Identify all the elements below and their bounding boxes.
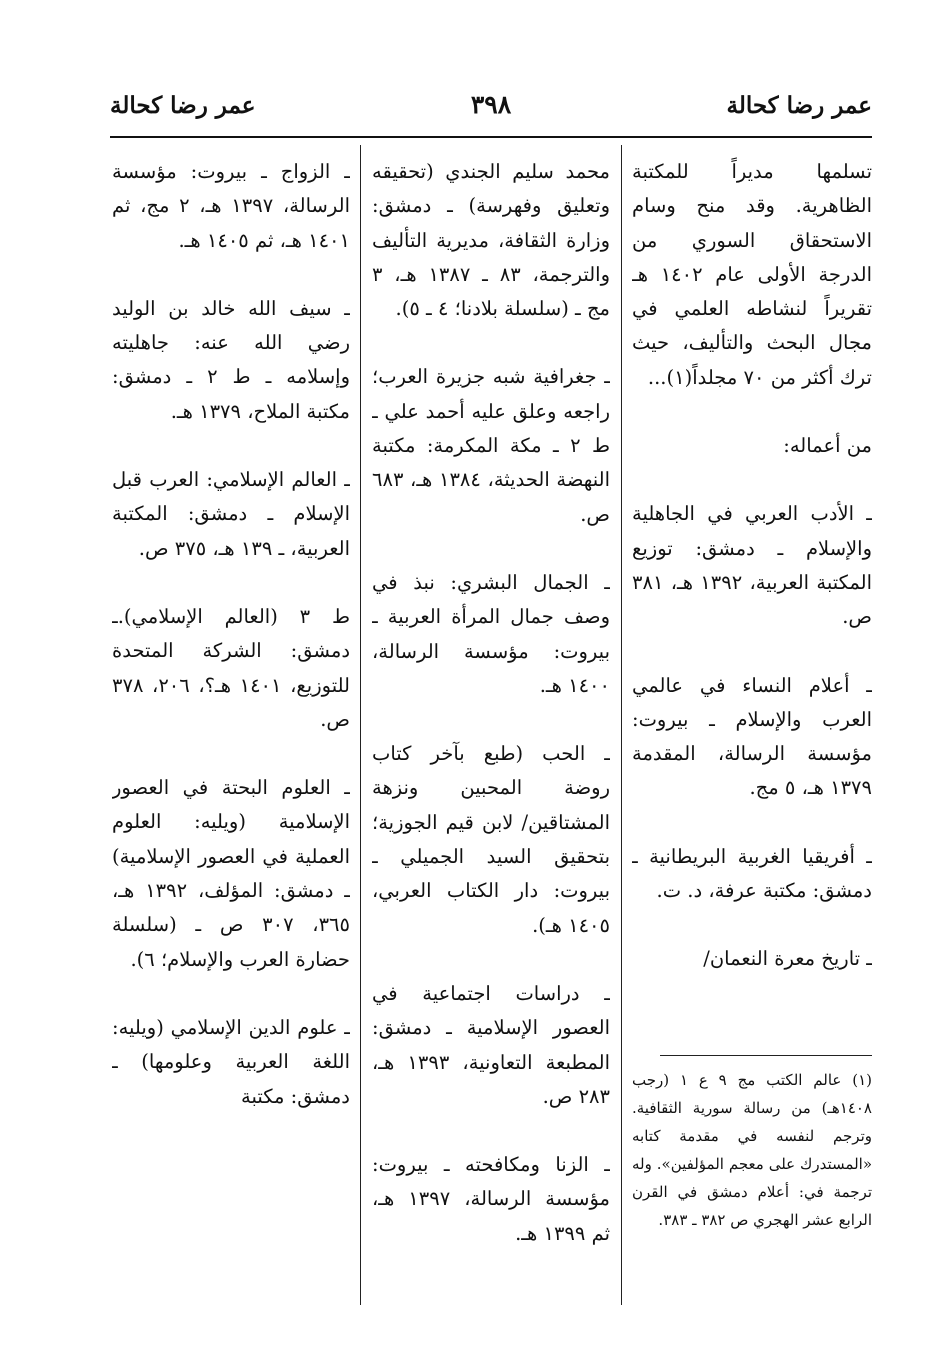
bibliography-entry <box>112 292 350 429</box>
biography-text: تسلمها مديراً للمكتبة الظاهرية. وقد منح وسام الاستحقاق السوري من الدرجة الأولى عام ١٤٠٢ هـ تقريراً لنشاطه العلمي في مجال البحث والتأليف، حيث ترك أكثر من ٧٠ مجلداً(١)... <box>632 160 872 389</box>
entry-text: ط ٣ (العالم الإسلامي).ـ دمشق: الشركة المتحدة للتوزيع، ١٤٠١ هـ؟، ٢٠٦، ٣٧٨ ص. <box>112 604 350 731</box>
bibliography-entry <box>372 977 610 1114</box>
bibliography-entry <box>632 942 872 976</box>
column-middle <box>372 155 610 1305</box>
running-head-left: عمر رضا كحالة <box>110 92 256 119</box>
entry-text: ـ الجمال البشري: نبذ في وصف جمال المرأة العربية ـ بيروت: مؤسسة الرسالة، ١٤٠٠ هـ. <box>372 570 610 697</box>
entry-text: ـ الحب (طبع بآخر كتاب روضة المحبين ونزهة المشتاقين/ لابن قيم الجوزية؛ بتحقيق السيد الجميلي ـ بيروت: دار الكتاب العربي، ١٤٠٥ هـ). <box>372 742 610 937</box>
works-heading <box>632 429 872 463</box>
entry-text: ـ الزنا ومكافحته ـ بيروت: مؤسسة الرسالة، ١٣٩٧ هـ، ثم ١٣٩٩ هـ. <box>372 1153 610 1245</box>
entry-text: ـ العالم الإسلامي: العرب قبل الإسلام ـ دمشق: المكتبة العربية، ـ ١٣٩ هـ، ٣٧٥ ص. <box>112 468 350 560</box>
bibliography-entry <box>112 771 350 977</box>
entry-text: ـ دراسات اجتماعية في العصور الإسلامية ـ دمشق: المطبعة التعاونية، ١٣٩٣ هـ، ٢٨٣ ص. <box>372 981 610 1108</box>
page-header <box>110 92 872 132</box>
entry-text: ـ العلوم البحتة في العصور الإسلامية (ويليه: العلوم العملية في العصور الإسلامية) ـ دمشق: المؤلف، ١٣٩٢ هـ، ٣٦٥، ٣٠٧ ص ـ (سلسلة حضارة العرب والإسلام؛ ٦). <box>112 776 350 971</box>
footnote-rule <box>660 1055 872 1056</box>
bibliography-entry <box>112 1011 350 1114</box>
footnote-text: (١) عالم الكتب مج ٩ ع ١ (رجب ١٤٠٨هـ) من رسالة سورية الثقافية. وترجم لنفسه في مقدمة كتابه «المستدرك على معجم المؤلفين». وله ترجمة في: أعلام دمشق في القرن الرابع عشر الهجري ص ٣٨٢ ـ ٣٨٣. <box>632 1071 872 1229</box>
entry-text: ـ الزواج ـ بيروت: مؤسسة الرسالة، ١٣٩٧ هـ، ٢ مج، ثم ١٤٠١ هـ، ثم ١٤٠٥ هـ. <box>112 160 350 252</box>
column-divider-right <box>621 145 622 1305</box>
entry-text: ـ تاريخ معرة النعمان/ <box>703 947 872 971</box>
column-divider-left <box>360 145 361 1305</box>
entry-text: ـ أعلام النساء في عالمي العرب والإسلام ـ بيروت: مؤسسة الرسالة، المقدمة ١٣٧٩ هـ، ٥ مج. <box>632 673 872 800</box>
bibliography-entry <box>372 360 610 531</box>
page-number: ٣٩٨ <box>470 90 512 119</box>
bibliography-entry <box>112 600 350 737</box>
bibliography-entry <box>112 155 350 258</box>
entry-text: ـ سيف الله خالد بن الوليد رضي الله عنه: جاهليته وإسلامه ـ ط ٢ ـ دمشق: مكتبة الملاح، ١٣٧٩ هـ. <box>112 296 350 423</box>
column-left <box>112 155 350 1305</box>
bibliography-entry <box>632 669 872 806</box>
bibliography-entry <box>632 497 872 634</box>
entry-text: ـ علوم الدين الإسلامي (ويليه: اللغة العربية وعلومها) ـ دمشق: مكتبة <box>112 1015 350 1108</box>
running-head-right: عمر رضا كحالة <box>726 92 872 119</box>
bibliography-entry <box>372 566 610 703</box>
bibliography-entry <box>372 155 610 326</box>
biography-paragraph <box>632 155 872 395</box>
entry-text: محمد سليم الجندي (تحقيقه وتعليق وفهرسة) ـ دمشق: وزارة الثقافة، مديرية التأليف والترجمة، ٨٣ ـ ١٣٨٧ هـ، ٣ مج ـ (سلسلة بلادنا؛ ٤ ـ ٥). <box>372 160 610 321</box>
header-rule <box>110 136 872 138</box>
bibliography-entry <box>372 737 610 943</box>
works-heading-text: من أعماله: <box>783 434 872 458</box>
footnote <box>632 1066 872 1306</box>
bibliography-entry <box>112 463 350 566</box>
column-right <box>632 155 872 1035</box>
entry-text: ـ أفريقيا الغربية البريطانية ـ دمشق: مكتبة عرفة، د. ت. <box>632 844 872 903</box>
bibliography-entry <box>632 840 872 909</box>
bibliography-entry <box>372 1148 610 1251</box>
entry-text: ـ الأدب العربي في الجاهلية والإسلام ـ دمشق: توزيع المكتبة العربية، ١٣٩٢ هـ، ٣٨١ ص. <box>632 502 872 629</box>
entry-text: ـ جغرافية شبه جزيرة العرب؛ راجعه وعلق عليه أحمد علي ـ ط ٢ ـ مكة المكرمة: مكتبة النهضة الحديثة، ١٣٨٤ هـ، ٦٨٣ ص. <box>372 365 610 526</box>
